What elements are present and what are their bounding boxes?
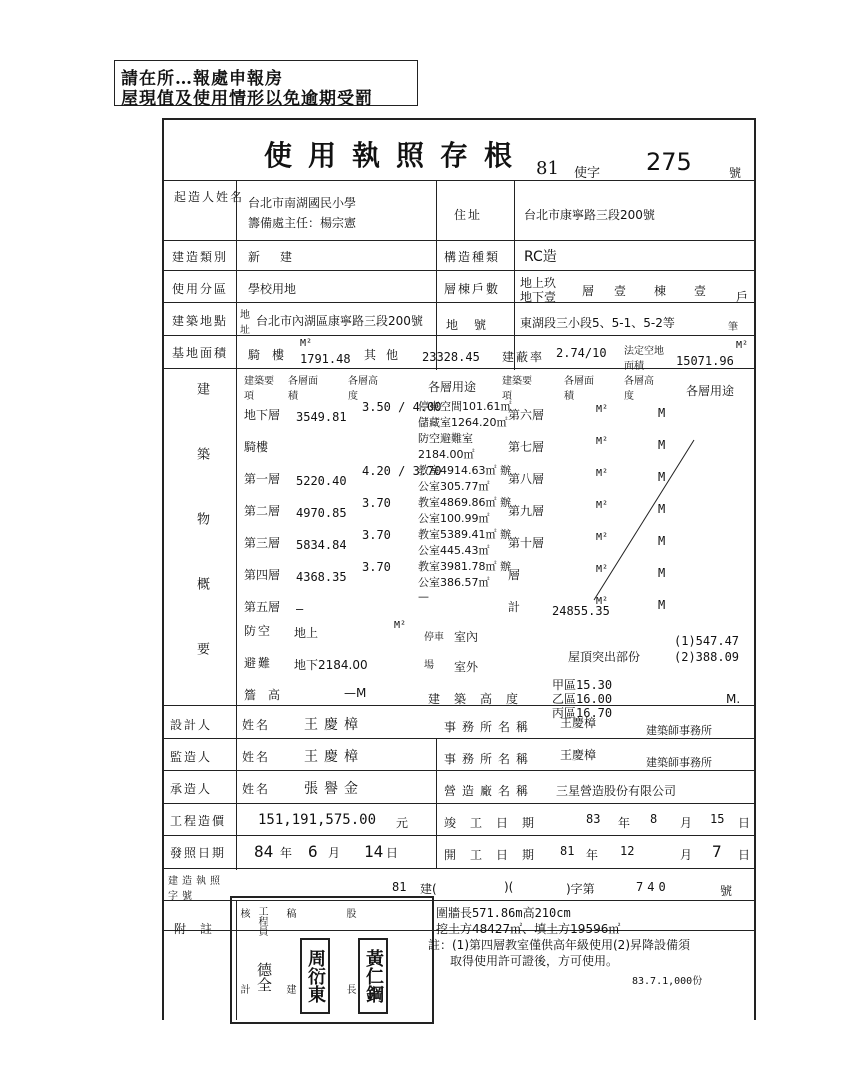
site-addr-label: 地址: [240, 310, 250, 336]
floor-name-2: 第一層: [244, 472, 281, 486]
floor-area-0: 3549.81: [296, 410, 347, 424]
supervisor-name: 王慶樟: [304, 749, 364, 765]
col-g: 計: [238, 984, 249, 994]
col-b: 稿: [284, 908, 295, 918]
bh-unit: M.: [726, 692, 741, 706]
floor-name-6: 第五層: [244, 600, 281, 614]
floor-right-unit-m-4: M: [658, 534, 666, 548]
issue-nian: 年: [280, 846, 293, 860]
applicant-address: 台北市康寧路三段200號: [524, 208, 655, 222]
bh-label: 建築高度: [428, 692, 533, 706]
floor-area-3: 4970.85: [296, 506, 347, 520]
designer-label: 設計人: [170, 718, 213, 732]
contractor-company-label: 營造廠名稱: [444, 784, 535, 798]
floor-right-unit-m2-5: M²: [596, 564, 609, 575]
cost-unit: 元: [396, 816, 409, 830]
permit-ref-mid: )(: [504, 880, 514, 894]
build-type-label: 建造類別: [172, 250, 229, 264]
floor-use-5: 教室3981.78㎡ 辦公室386.57㎡: [418, 560, 511, 589]
designer-office-suffix: 建築師事務所: [646, 724, 712, 737]
lot-suffix: 筆: [728, 322, 738, 333]
site-address: 台北市內湖區康寧路三段200號: [256, 314, 423, 328]
col-a: 核: [238, 908, 249, 918]
floor-right-name-4: 第十層: [508, 536, 545, 550]
col-d: 長: [344, 984, 355, 994]
floor-height-2: 4.20 / 3.70: [362, 464, 442, 478]
floor-name-4: 第三層: [244, 536, 281, 550]
issue-year: 84: [254, 842, 274, 861]
start-month: 12: [620, 844, 635, 858]
issue-ri: 日: [386, 846, 399, 860]
floor-right-unit-m2-2: M²: [596, 468, 609, 479]
designer-name: 王慶樟: [304, 717, 364, 733]
start-day: 7: [712, 842, 722, 861]
dong-label: 棟: [654, 284, 667, 298]
col-use-r: 各層用途: [686, 384, 735, 398]
permit-form: [162, 118, 756, 1020]
floor-height-4: 3.70: [362, 528, 391, 542]
floor-area-2: 5220.40: [296, 474, 347, 488]
print-info: 83.7.1,000份: [632, 976, 703, 987]
floor-right-name-6: 計: [508, 600, 521, 614]
col-item-r: 建築要項: [502, 376, 532, 402]
open-area: 15071.96: [676, 354, 734, 368]
notice-line-1: 請在所…報處申報房: [121, 69, 283, 89]
floor-use-2: 教室4914.63㎡ 辦公室305.77㎡: [418, 464, 511, 493]
done-yue: 月: [680, 816, 693, 830]
usage-label: 使用分區: [172, 282, 229, 296]
bh-b: 乙區16.00: [552, 692, 613, 706]
hu-count: 壹: [694, 284, 707, 298]
floor-right-name-5: 層: [508, 568, 521, 582]
eaves-value: —M: [344, 686, 367, 700]
usage-value: 學校用地: [248, 282, 297, 296]
notes-line-1: 圍牆長571.86m高210cm: [436, 906, 571, 920]
floor-use-3: 教室4869.86㎡ 辦公室100.99㎡: [418, 496, 511, 525]
floor-right-unit-m2-4: M²: [596, 532, 609, 543]
bh-a: 甲區15.30: [552, 678, 613, 692]
parking-outdoor: 室外: [454, 660, 479, 674]
stamp1-name: 德全: [255, 962, 273, 992]
floor-right-name-0: 第六層: [508, 408, 545, 422]
floor-name-0: 地下層: [244, 408, 281, 422]
notes-label: 附註: [174, 922, 227, 936]
shelter-unit: M²: [394, 620, 407, 631]
permit-word: 使字: [574, 166, 601, 181]
floor-right-unit-m-6: M: [658, 598, 666, 612]
contractor-name-label: 姓名: [242, 782, 271, 796]
done-month: 8: [650, 812, 658, 826]
supervisor-office: 王慶樟: [560, 748, 597, 762]
contractor-company: 三星營造股份有限公司: [556, 784, 677, 798]
floors-section-label: 建築物概要: [194, 382, 209, 707]
floor-area-4: 5834.84: [296, 538, 347, 552]
start-ri: 日: [738, 848, 751, 862]
struct-value: RC造: [524, 249, 557, 265]
floor-height-5: 3.70: [362, 560, 391, 574]
stamp3-name: 黃仁鋼: [358, 938, 388, 1014]
floor-use-4: 教室5389.41㎡ 辦公室445.43㎡: [418, 528, 511, 557]
other-area: 23328.45: [422, 350, 480, 364]
permit-ref-no: 740: [636, 880, 670, 894]
start-label: 開工日期: [444, 848, 549, 862]
issue-day: 14: [364, 842, 384, 861]
eaves-label: 簷高: [244, 688, 293, 702]
floor-right-name-2: 第八層: [508, 472, 545, 486]
permit-number: 275: [646, 148, 692, 176]
supervisor-label: 監造人: [170, 750, 213, 764]
arcade-unit: M²: [300, 338, 313, 349]
arcade-area: 1791.48: [300, 352, 351, 366]
floor-right-unit-m-2: M: [658, 470, 666, 484]
parking-2: 場: [424, 660, 434, 671]
floor-right-unit-m2-1: M²: [596, 436, 609, 447]
ratio-label: 建蔽率: [502, 350, 545, 364]
col-use: 各層用途: [428, 380, 477, 394]
floors-below: 地下壹: [520, 290, 557, 304]
strike-line: [584, 430, 704, 610]
floor-area-6: —: [296, 602, 304, 616]
hu-label: 戶: [736, 290, 749, 304]
arcade-label: 騎樓: [248, 348, 297, 362]
ratio-value: 2.74/10: [556, 346, 607, 360]
permit-suffix: 號: [729, 166, 742, 180]
designer-name-label: 姓名: [242, 718, 271, 732]
floor-use-0: 停車空間101.61㎡ 儲藏室1264.20㎡: [418, 400, 512, 429]
done-year: 83: [586, 812, 601, 826]
permit-ref-label: 建造執照字號: [168, 876, 224, 902]
floor-right-unit-m-0: M: [658, 406, 666, 420]
designer-office: 王慶樟: [560, 716, 597, 730]
floor-right-unit-m-1: M: [658, 438, 666, 452]
notes-line-4: 取得使用許可證後，方可使用。: [450, 954, 619, 968]
floor-area-5: 4368.35: [296, 570, 347, 584]
other-label: 其他: [364, 348, 409, 362]
floor-use-1: 防空避難室2184.00㎡: [418, 432, 475, 461]
lot-value: 東湖段三小段5、5-1、5-2等: [520, 316, 675, 330]
issue-month: 6: [308, 842, 318, 861]
done-label: 竣工日期: [444, 816, 549, 830]
floor-height-0: 3.50 / 4.00: [362, 400, 442, 414]
issue-label: 發照日期: [170, 846, 227, 860]
applicant-name-2: 籌備處主任：楊宗憲: [248, 216, 357, 230]
done-day: 15: [710, 812, 725, 826]
col-h: 建: [284, 984, 295, 994]
done-ri: 日: [738, 816, 751, 830]
applicant-name-1: 台北市南湖國民小學: [248, 196, 357, 210]
bh-c: 丙區16.70: [552, 706, 613, 720]
roof-label: 屋頂突出部份: [568, 650, 641, 664]
site-label: 建築地點: [172, 314, 229, 328]
permit-ref-close: )字第: [566, 882, 595, 896]
floor-right-unit-m2-0: M²: [596, 404, 609, 415]
done-nian: 年: [618, 816, 631, 830]
floor-right-unit-m2-3: M²: [596, 500, 609, 511]
floors-count-label: 層棟戶數: [444, 282, 501, 296]
issue-yue: 月: [328, 846, 341, 860]
floor-right-name-1: 第七層: [508, 440, 545, 454]
supervisor-name-label: 姓名: [242, 750, 271, 764]
start-year: 81: [560, 844, 575, 858]
stamp2-name: 周衍東: [300, 938, 330, 1014]
notice-line-2: 屋現值及使用情形以免逾期受罰: [121, 89, 373, 109]
approval-stamps: [230, 896, 434, 1024]
struct-label: 構造種類: [444, 250, 501, 264]
permit-ref-hao: 號: [720, 884, 733, 898]
notes-line-3: 註：(1)第四層教室僅供高年級使用(2)昇降設備須: [428, 938, 690, 952]
floor-right-unit-m-5: M: [658, 566, 666, 580]
permit-ref-year: 81: [392, 880, 407, 894]
floor-use-6: —: [418, 590, 429, 603]
floor-name-3: 第二層: [244, 504, 281, 518]
col-area-r: 各層面積: [564, 376, 594, 402]
col-height-r: 各層高度: [624, 376, 654, 402]
dong-count: 壹: [614, 284, 627, 298]
shelter-above: 地上: [294, 626, 319, 640]
permit-year: 81: [536, 158, 559, 179]
supervisor-office-suffix: 建築師事務所: [646, 756, 712, 769]
stamp1-title: 工程員: [256, 906, 267, 936]
shelter-below: 地下2184.00: [294, 658, 368, 672]
floor-name-1: 騎樓: [244, 440, 269, 454]
floor-right-unit-m2-6: M²: [596, 596, 609, 607]
cost-value: 151,191,575.00: [258, 812, 377, 828]
build-type-value: 新建: [248, 250, 313, 264]
floors-above: 地上玖: [520, 276, 557, 290]
shelter-label-1: 防空: [244, 624, 273, 638]
notes-line-2: 挖土方48427㎡、填土方19596㎡: [436, 922, 621, 936]
floor-height-3: 3.70: [362, 496, 391, 510]
shelter-label-2: 避難: [244, 656, 273, 670]
col-area: 各層面積: [288, 376, 318, 402]
open-label: 法定空地面積: [624, 346, 664, 372]
applicant-label: 起造人姓名: [174, 190, 245, 204]
address-label: 住址: [454, 208, 483, 222]
floor-right-unit-m-3: M: [658, 502, 666, 516]
col-c: 股: [344, 908, 355, 918]
notice-stamp: [114, 60, 418, 109]
total-area: 24855.35: [552, 604, 610, 618]
designer-office-label: 事務所名稱: [444, 720, 535, 734]
permit-ref-jian: 建(: [420, 882, 437, 896]
col-item: 建築要項: [244, 376, 274, 402]
parking-1: 停車: [424, 632, 444, 643]
contractor-label: 承造人: [170, 782, 213, 796]
start-yue: 月: [680, 848, 693, 862]
floor-name-5: 第四層: [244, 568, 281, 582]
lot-label: 地號: [446, 318, 503, 332]
contractor-name: 張譽金: [304, 781, 364, 797]
floor-right-name-3: 第九層: [508, 504, 545, 518]
roof-2: (2)388.09: [674, 650, 740, 664]
form-title: 使用執照存根: [264, 139, 529, 172]
cost-label: 工程造價: [170, 814, 227, 828]
supervisor-office-label: 事務所名稱: [444, 752, 535, 766]
area-label: 基地面積: [172, 346, 229, 360]
roof-1: (1)547.47: [674, 634, 740, 648]
parking-indoor: 室內: [454, 630, 479, 644]
floor-ceng: 層: [582, 284, 595, 298]
start-nian: 年: [586, 848, 599, 862]
open-unit: M²: [736, 340, 749, 351]
col-height: 各層高度: [348, 376, 378, 402]
